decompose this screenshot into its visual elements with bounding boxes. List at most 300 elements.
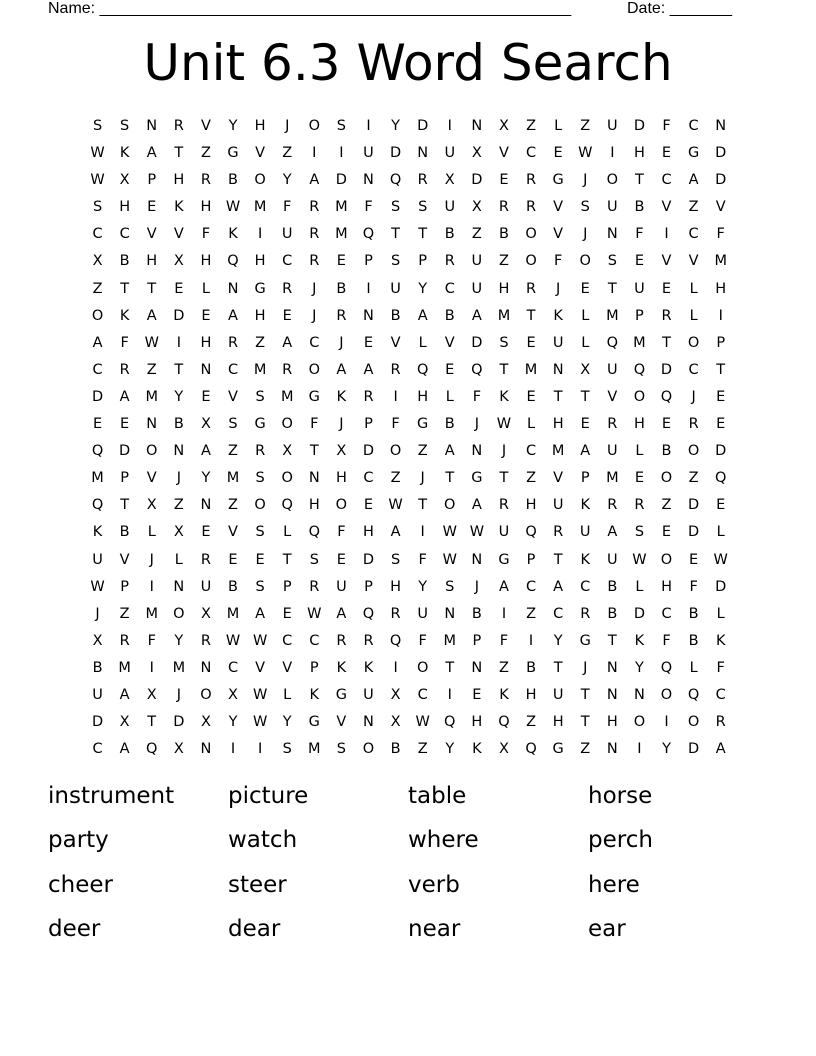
grid-letter[interactable]: V (444, 334, 455, 351)
grid-letter[interactable]: Q (281, 497, 293, 514)
grid-letter[interactable]: W (496, 416, 512, 433)
grid-letter[interactable]: O (335, 497, 348, 514)
grid-letter[interactable]: D (688, 497, 700, 514)
grid-letter[interactable]: J (691, 388, 696, 405)
grid-letter[interactable]: X (173, 741, 184, 758)
grid-letter[interactable]: C (688, 226, 699, 243)
grid-letter[interactable]: O (416, 659, 429, 676)
grid-letter[interactable]: F (201, 226, 211, 243)
grid-letter[interactable]: F (716, 226, 725, 243)
grid-letter[interactable]: A (309, 172, 320, 189)
grid-letter[interactable]: D (633, 605, 645, 622)
grid-letter[interactable]: J (501, 443, 507, 460)
grid-letter[interactable]: C (282, 632, 293, 649)
grid-letter[interactable]: M (497, 307, 511, 324)
grid-letter[interactable]: Z (119, 605, 130, 622)
grid-letter[interactable]: S (445, 578, 455, 595)
grid-letter[interactable]: E (580, 280, 590, 297)
grid-letter[interactable]: B (336, 280, 347, 297)
grid-letter[interactable]: L (283, 524, 292, 541)
grid-letter[interactable]: T (553, 388, 563, 405)
grid-letter[interactable]: Z (228, 443, 238, 460)
grid-letter[interactable]: M (524, 361, 538, 378)
grid-letter[interactable]: W (388, 497, 403, 514)
grid-letter[interactable]: T (526, 307, 536, 324)
grid-letter[interactable]: V (255, 659, 266, 676)
grid-letter[interactable]: D (417, 118, 429, 134)
grid-letter[interactable]: Q (660, 388, 673, 405)
grid-letter[interactable]: Y (418, 280, 428, 297)
grid-letter[interactable]: G (687, 145, 700, 162)
grid-letter[interactable]: L (635, 578, 644, 595)
grid-letter[interactable]: M (714, 253, 727, 270)
grid-letter[interactable]: S (390, 199, 401, 216)
grid-letter[interactable]: V (255, 145, 266, 162)
grid-letter[interactable]: U (444, 199, 456, 216)
grid-letter[interactable]: K (336, 388, 347, 405)
grid-letter[interactable]: U (200, 578, 212, 595)
grid-letter[interactable]: N (146, 416, 158, 433)
grid-letter[interactable]: U (390, 280, 401, 297)
grid-letter[interactable]: A (580, 443, 591, 460)
grid-letter[interactable]: O (173, 605, 185, 622)
grid-letter[interactable]: X (282, 443, 293, 460)
grid-letter[interactable]: L (689, 307, 698, 324)
grid-letter[interactable]: Z (228, 497, 238, 514)
grid-letter[interactable]: X (336, 443, 347, 460)
grid-letter[interactable]: F (553, 253, 563, 270)
grid-letter[interactable]: E (716, 497, 726, 514)
grid-letter[interactable]: R (255, 443, 266, 460)
grid-letter[interactable]: G (254, 416, 266, 433)
grid-letter[interactable]: H (119, 199, 131, 216)
grid-letter[interactable]: E (526, 334, 536, 351)
grid-letter[interactable]: R (309, 578, 320, 595)
grid-letter[interactable]: A (336, 361, 347, 378)
grid-letter[interactable]: H (498, 280, 510, 297)
grid-letter[interactable]: F (716, 659, 725, 676)
grid-letter[interactable]: W (415, 714, 430, 731)
grid-letter[interactable]: C (309, 334, 320, 351)
grid-letter[interactable]: E (363, 497, 374, 514)
grid-letter[interactable]: T (662, 334, 671, 351)
grid-letter[interactable]: N (444, 605, 456, 622)
grid-letter[interactable]: V (146, 226, 157, 243)
grid-letter[interactable]: U (92, 551, 103, 568)
grid-letter[interactable]: P (309, 659, 319, 676)
grid-letter[interactable]: O (660, 686, 673, 703)
grid-letter[interactable]: U (579, 524, 591, 541)
grid-letter[interactable]: R (634, 497, 645, 514)
grid-letter[interactable]: L (527, 416, 536, 433)
grid-letter[interactable]: I (528, 632, 534, 649)
grid-letter[interactable]: F (391, 416, 400, 433)
grid-letter[interactable]: I (447, 118, 452, 134)
grid-letter[interactable]: H (254, 118, 266, 134)
grid-letter[interactable]: V (119, 551, 130, 568)
grid-letter[interactable]: T (174, 145, 184, 162)
grid-letter[interactable]: S (634, 524, 645, 541)
grid-letter[interactable]: R (200, 632, 211, 649)
grid-letter[interactable]: I (257, 226, 263, 243)
grid-letter[interactable]: Z (200, 145, 211, 162)
grid-letter[interactable]: Q (525, 741, 537, 758)
grid-letter[interactable]: K (336, 659, 347, 676)
grid-letter[interactable]: Z (282, 145, 293, 162)
grid-letter[interactable]: Z (498, 253, 509, 270)
grid-letter[interactable]: E (553, 145, 563, 162)
grid-letter[interactable]: P (364, 253, 373, 270)
grid-letter[interactable]: G (254, 280, 266, 297)
grid-letter[interactable]: T (120, 280, 130, 297)
grid-letter[interactable]: W (144, 334, 159, 351)
grid-letter[interactable]: O (362, 741, 375, 758)
grid-letter[interactable]: I (718, 307, 723, 324)
grid-letter[interactable]: D (389, 145, 402, 162)
grid-letter[interactable]: O (146, 443, 158, 460)
grid-letter[interactable]: R (309, 199, 320, 216)
grid-letter[interactable]: U (336, 578, 347, 595)
grid-letter[interactable]: N (200, 361, 212, 378)
grid-letter[interactable]: J (583, 172, 588, 189)
grid-letter[interactable]: E (716, 388, 726, 405)
grid-letter[interactable]: T (174, 361, 184, 378)
grid-letter[interactable]: G (308, 714, 320, 731)
grid-letter[interactable]: X (200, 416, 211, 433)
grid-letter[interactable]: M (551, 443, 565, 460)
grid-letter[interactable]: U (607, 551, 618, 568)
grid-letter[interactable]: M (335, 226, 348, 243)
grid-letter[interactable]: M (226, 605, 240, 622)
grid-letter[interactable]: N (363, 307, 374, 324)
grid-letter[interactable]: R (688, 416, 699, 433)
grid-letter[interactable]: E (120, 416, 130, 433)
grid-letter[interactable]: U (363, 686, 374, 703)
grid-letter[interactable]: R (526, 172, 537, 189)
grid-letter[interactable]: E (201, 388, 211, 405)
grid-letter[interactable]: J (474, 416, 479, 433)
grid-letter[interactable]: T (445, 659, 455, 676)
grid-letter[interactable]: W (469, 524, 485, 541)
grid-letter[interactable]: L (147, 524, 156, 541)
grid-letter[interactable]: Z (688, 199, 699, 216)
grid-letter[interactable]: E (201, 524, 211, 541)
grid-letter[interactable]: R (173, 118, 184, 134)
grid-letter[interactable]: V (282, 659, 293, 676)
grid-letter[interactable]: H (200, 199, 212, 216)
grid-letter[interactable]: T (607, 280, 617, 297)
grid-letter[interactable]: B (688, 605, 699, 622)
grid-letter[interactable]: N (606, 741, 618, 758)
grid-letter[interactable]: O (579, 253, 591, 270)
grid-letter[interactable]: J (149, 551, 154, 568)
grid-letter[interactable]: H (552, 714, 564, 731)
grid-letter[interactable]: H (146, 253, 158, 270)
grid-letter[interactable]: C (119, 226, 130, 243)
grid-letter[interactable]: O (606, 172, 619, 189)
grid-letter[interactable]: M (606, 307, 619, 324)
grid-letter[interactable]: B (119, 524, 130, 541)
grid-letter[interactable]: J (312, 280, 317, 297)
grid-letter[interactable]: W (225, 199, 241, 216)
grid-letter[interactable]: T (553, 551, 563, 568)
grid-letter[interactable]: A (146, 307, 157, 324)
grid-letter[interactable]: T (120, 497, 130, 514)
grid-letter[interactable]: S (580, 199, 590, 216)
grid-letter[interactable]: E (282, 307, 292, 324)
grid-letter[interactable]: R (200, 551, 211, 568)
grid-letter[interactable]: C (417, 686, 428, 703)
grid-letter[interactable]: A (336, 605, 347, 622)
grid-letter[interactable]: V (173, 226, 184, 243)
grid-letter[interactable]: A (228, 307, 238, 324)
grid-letter[interactable]: F (662, 118, 671, 134)
grid-letter[interactable]: D (173, 714, 185, 731)
grid-letter[interactable]: Q (606, 334, 619, 351)
grid-letter[interactable]: T (418, 226, 428, 243)
grid-letter[interactable]: C (363, 470, 374, 487)
grid-letter[interactable]: P (282, 578, 292, 595)
grid-letter[interactable]: C (92, 361, 103, 378)
grid-letter[interactable]: C (444, 280, 455, 297)
grid-letter[interactable]: T (391, 226, 400, 243)
grid-letter[interactable]: K (580, 497, 590, 514)
grid-letter[interactable]: V (661, 199, 672, 216)
name-line[interactable]: Name: _____________________________________________________ (48, 0, 572, 17)
grid-letter[interactable]: Q (525, 524, 537, 541)
grid-letter[interactable]: C (688, 118, 699, 134)
grid-letter[interactable]: R (417, 172, 428, 189)
grid-letter[interactable]: A (363, 361, 374, 378)
grid-letter[interactable]: F (310, 416, 319, 433)
grid-letter[interactable]: N (308, 470, 320, 487)
grid-letter[interactable]: R (390, 605, 401, 622)
grid-letter[interactable]: P (580, 470, 590, 487)
grid-letter[interactable]: D (660, 361, 673, 378)
grid-letter[interactable]: O (660, 551, 673, 568)
grid-letter[interactable]: E (282, 605, 292, 622)
grid-letter[interactable]: H (335, 470, 347, 487)
grid-letter[interactable]: D (362, 443, 375, 460)
grid-letter[interactable]: A (282, 334, 293, 351)
grid-letter[interactable]: L (418, 334, 427, 351)
grid-letter[interactable]: D (362, 551, 375, 568)
grid-letter[interactable]: Z (526, 470, 537, 487)
grid-letter[interactable]: N (606, 659, 618, 676)
grid-letter[interactable]: R (580, 605, 591, 622)
grid-letter[interactable]: X (390, 714, 401, 731)
grid-letter[interactable]: R (336, 632, 347, 649)
grid-letter[interactable]: X (471, 199, 482, 216)
grid-letter[interactable]: Q (308, 524, 320, 541)
grid-letter[interactable]: I (366, 118, 371, 134)
grid-letter[interactable]: A (471, 497, 482, 514)
grid-letter[interactable]: F (418, 632, 427, 649)
grid-letter[interactable]: Q (471, 361, 483, 378)
grid-letter[interactable]: H (661, 578, 672, 595)
grid-letter[interactable]: Q (660, 659, 673, 676)
grid-letter[interactable]: J (583, 659, 588, 676)
grid-letter[interactable]: X (498, 741, 509, 758)
grid-letter[interactable]: O (254, 172, 266, 189)
grid-letter[interactable]: Z (146, 361, 157, 378)
grid-letter[interactable]: E (689, 551, 699, 568)
grid-letter[interactable]: S (499, 334, 509, 351)
grid-letter[interactable]: Y (228, 118, 238, 134)
grid-letter[interactable]: U (444, 145, 456, 162)
grid-letter[interactable]: I (610, 145, 615, 162)
grid-letter[interactable]: H (200, 334, 212, 351)
grid-letter[interactable]: N (606, 226, 618, 243)
grid-letter[interactable]: N (417, 145, 429, 162)
grid-letter[interactable]: J (95, 605, 100, 622)
grid-letter[interactable]: I (393, 659, 398, 676)
grid-letter[interactable]: X (228, 686, 238, 703)
grid-letter[interactable]: B (444, 307, 455, 324)
grid-letter[interactable]: N (173, 578, 185, 595)
grid-letter[interactable]: B (92, 659, 103, 676)
grid-letter[interactable]: X (146, 497, 157, 514)
grid-letter[interactable]: C (715, 686, 726, 703)
grid-letter[interactable]: Z (580, 118, 591, 134)
grid-letter[interactable]: T (445, 470, 455, 487)
grid-letter[interactable]: S (92, 118, 103, 134)
grid-letter[interactable]: I (149, 578, 154, 595)
grid-letter[interactable]: M (145, 388, 158, 405)
grid-letter[interactable]: A (471, 307, 482, 324)
grid-letter[interactable]: W (90, 145, 105, 162)
grid-letter[interactable]: R (282, 361, 293, 378)
grid-letter[interactable]: S (390, 551, 401, 568)
grid-letter[interactable]: T (309, 443, 319, 460)
grid-letter[interactable]: W (225, 632, 241, 649)
grid-letter[interactable]: E (634, 253, 644, 270)
grid-letter[interactable]: L (283, 686, 292, 703)
grid-letter[interactable]: A (417, 307, 428, 324)
grid-letter[interactable]: U (607, 199, 618, 216)
grid-letter[interactable]: B (607, 605, 618, 622)
grid-letter[interactable]: U (281, 226, 293, 243)
grid-letter[interactable]: M (335, 199, 348, 216)
grid-letter[interactable]: S (92, 199, 103, 216)
grid-letter[interactable]: E (716, 416, 726, 433)
grid-letter[interactable]: C (661, 605, 672, 622)
grid-letter[interactable]: E (661, 145, 672, 162)
grid-letter[interactable]: D (715, 172, 727, 189)
grid-letter[interactable]: D (471, 334, 483, 351)
grid-letter[interactable]: A (146, 145, 157, 162)
grid-letter[interactable]: E (255, 551, 265, 568)
grid-letter[interactable]: I (501, 605, 507, 622)
grid-letter[interactable]: P (147, 172, 157, 189)
grid-letter[interactable]: G (227, 145, 239, 162)
grid-letter[interactable]: L (689, 659, 698, 676)
grid-letter[interactable]: E (363, 334, 374, 351)
grid-letter[interactable]: C (688, 361, 699, 378)
grid-letter[interactable]: F (147, 632, 156, 649)
grid-letter[interactable]: E (499, 172, 509, 189)
grid-letter[interactable]: K (499, 686, 509, 703)
grid-letter[interactable]: Z (417, 443, 428, 460)
grid-letter[interactable]: L (689, 280, 698, 297)
grid-letter[interactable]: V (200, 118, 211, 134)
grid-letter[interactable]: U (607, 361, 618, 378)
grid-letter[interactable]: Y (174, 388, 184, 405)
grid-letter[interactable]: X (173, 524, 184, 541)
grid-letter[interactable]: Y (418, 578, 428, 595)
grid-letter[interactable]: W (632, 551, 647, 568)
grid-letter[interactable]: J (420, 470, 425, 487)
grid-letter[interactable]: O (660, 470, 673, 487)
grid-letter[interactable]: R (390, 361, 401, 378)
grid-letter[interactable]: R (715, 714, 726, 731)
grid-letter[interactable]: H (417, 388, 429, 405)
grid-letter[interactable]: X (92, 632, 103, 649)
grid-letter[interactable]: X (471, 145, 482, 162)
grid-letter[interactable]: F (472, 388, 482, 405)
grid-letter[interactable]: S (255, 524, 265, 541)
grid-letter[interactable]: K (228, 226, 238, 243)
grid-letter[interactable]: R (309, 253, 320, 270)
grid-letter[interactable]: S (255, 470, 265, 487)
grid-letter[interactable]: U (552, 686, 564, 703)
grid-letter[interactable]: G (308, 388, 320, 405)
grid-letter[interactable]: H (254, 307, 266, 324)
grid-letter[interactable]: K (119, 307, 130, 324)
grid-letter[interactable]: Y (662, 741, 671, 758)
grid-letter[interactable]: Q (416, 361, 429, 378)
grid-letter[interactable]: N (227, 280, 239, 297)
grid-letter[interactable]: W (307, 605, 322, 622)
grid-letter[interactable]: X (200, 605, 211, 622)
grid-letter[interactable]: Z (526, 118, 537, 134)
grid-letter[interactable]: U (607, 118, 618, 134)
grid-letter[interactable]: X (173, 253, 184, 270)
grid-letter[interactable]: O (389, 443, 402, 460)
grid-letter[interactable]: Q (687, 686, 700, 703)
grid-letter[interactable]: Q (714, 470, 727, 487)
grid-letter[interactable]: G (579, 632, 591, 649)
grid-letter[interactable]: D (715, 578, 727, 595)
grid-letter[interactable]: B (390, 307, 401, 324)
grid-letter[interactable]: I (149, 659, 154, 676)
grid-letter[interactable]: X (390, 686, 401, 703)
grid-letter[interactable]: I (637, 741, 642, 758)
grid-letter[interactable]: Z (471, 226, 482, 243)
grid-letter[interactable]: E (201, 307, 211, 324)
grid-letter[interactable]: D (715, 145, 727, 162)
grid-letter[interactable]: O (308, 118, 320, 134)
grid-letter[interactable]: J (583, 226, 588, 243)
grid-letter[interactable]: T (607, 632, 617, 649)
grid-letter[interactable]: X (146, 686, 157, 703)
grid-letter[interactable]: L (716, 605, 725, 622)
grid-letter[interactable]: M (118, 659, 131, 676)
grid-letter[interactable]: G (471, 470, 483, 487)
grid-letter[interactable]: M (253, 199, 267, 216)
grid-letter[interactable]: R (282, 280, 293, 297)
grid-letter[interactable]: S (309, 551, 319, 568)
grid-letter[interactable]: Z (580, 741, 591, 758)
grid-letter[interactable]: W (578, 145, 593, 162)
grid-letter[interactable]: N (552, 361, 564, 378)
grid-letter[interactable]: J (176, 470, 181, 487)
grid-letter[interactable]: P (364, 578, 373, 595)
grid-letter[interactable]: Y (553, 632, 563, 649)
grid-letter[interactable]: O (525, 253, 537, 270)
grid-letter[interactable]: C (525, 578, 537, 595)
grid-letter[interactable]: Q (389, 172, 402, 189)
